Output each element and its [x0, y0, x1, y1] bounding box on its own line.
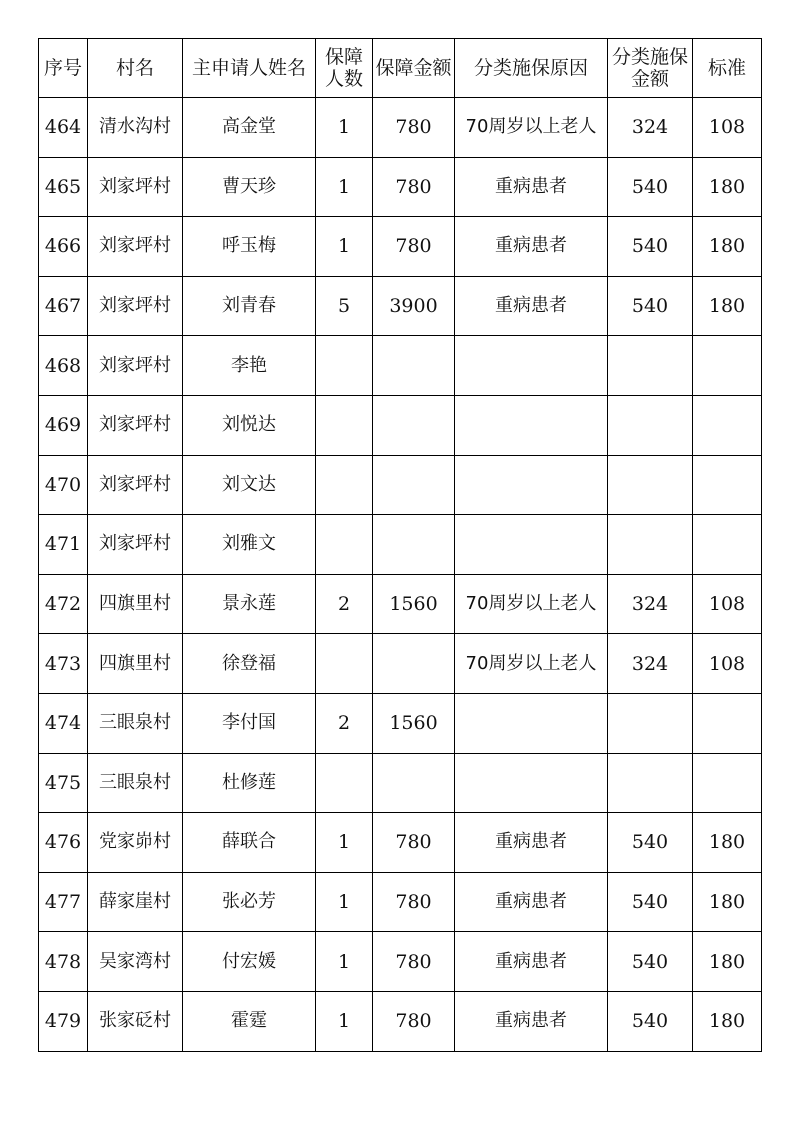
applicant-cell: 杜修莲: [183, 753, 316, 813]
persons-cell: [316, 395, 373, 455]
village-cell: 三眼泉村: [88, 693, 183, 753]
amount-cell: 780: [373, 98, 455, 158]
reason-cell: 重病患者: [455, 217, 608, 277]
village-cell: 刘家坪村: [88, 217, 183, 277]
standard-cell: 180: [693, 991, 762, 1051]
amount-cell: 780: [373, 813, 455, 873]
amount-cell: 1560: [373, 574, 455, 634]
applicant-cell: 徐登福: [183, 634, 316, 694]
applicant-cell: 刘文达: [183, 455, 316, 515]
village-cell: 刘家坪村: [88, 157, 183, 217]
class-amount-cell: 324: [608, 98, 693, 158]
applicant-cell: 张必芳: [183, 872, 316, 932]
applicant-cell: 高金堂: [183, 98, 316, 158]
amount-cell: [373, 395, 455, 455]
applicant-cell: 薛联合: [183, 813, 316, 873]
header-serial: 序号: [39, 39, 88, 98]
standard-cell: [693, 753, 762, 813]
persons-cell: 1: [316, 932, 373, 992]
reason-cell: [455, 395, 608, 455]
table-row: [39, 336, 762, 396]
village-cell: 薛家崖村: [88, 872, 183, 932]
applicant-cell: 刘雅文: [183, 515, 316, 575]
standard-cell: 180: [693, 157, 762, 217]
amount-cell: 780: [373, 991, 455, 1051]
standard-cell: 108: [693, 98, 762, 158]
standard-cell: 180: [693, 276, 762, 336]
reason-cell: 重病患者: [455, 157, 608, 217]
reason-cell: 70周岁以上老人: [455, 98, 608, 158]
serial-cell: 473: [39, 634, 88, 694]
header-reason: 分类施保原因: [455, 39, 608, 98]
class-amount-cell: 540: [608, 157, 693, 217]
standard-cell: 180: [693, 813, 762, 873]
serial-cell: 468: [39, 336, 88, 396]
table-row: [39, 157, 762, 217]
village-cell: 刘家坪村: [88, 276, 183, 336]
applicant-cell: 刘悦达: [183, 395, 316, 455]
table-row: [39, 813, 762, 873]
class-amount-cell: 540: [608, 276, 693, 336]
serial-cell: 467: [39, 276, 88, 336]
standard-cell: [693, 395, 762, 455]
persons-cell: 2: [316, 693, 373, 753]
persons-cell: [316, 515, 373, 575]
amount-cell: [373, 336, 455, 396]
village-cell: 三眼泉村: [88, 753, 183, 813]
class-amount-cell: 540: [608, 932, 693, 992]
class-amount-cell: 540: [608, 991, 693, 1051]
class-amount-cell: [608, 336, 693, 396]
amount-cell: [373, 515, 455, 575]
reason-cell: 重病患者: [455, 276, 608, 336]
table-row: [39, 991, 762, 1051]
serial-cell: 474: [39, 693, 88, 753]
class-amount-cell: 324: [608, 634, 693, 694]
amount-cell: [373, 455, 455, 515]
reason-cell: 重病患者: [455, 932, 608, 992]
standard-cell: [693, 515, 762, 575]
reason-cell: 重病患者: [455, 991, 608, 1051]
village-cell: 党家峁村: [88, 813, 183, 873]
serial-cell: 465: [39, 157, 88, 217]
village-cell: 四旗里村: [88, 574, 183, 634]
reason-cell: [455, 336, 608, 396]
reason-cell: [455, 693, 608, 753]
reason-cell: [455, 515, 608, 575]
persons-cell: 5: [316, 276, 373, 336]
applicant-cell: 呼玉梅: [183, 217, 316, 277]
reason-cell: 70周岁以上老人: [455, 634, 608, 694]
amount-cell: 780: [373, 872, 455, 932]
table-row: [39, 98, 762, 158]
persons-cell: [316, 634, 373, 694]
applicant-cell: 李付国: [183, 693, 316, 753]
applicant-cell: 景永莲: [183, 574, 316, 634]
amount-cell: [373, 753, 455, 813]
table-row: [39, 693, 762, 753]
reason-cell: [455, 753, 608, 813]
header-village: 村名: [88, 39, 183, 98]
serial-cell: 471: [39, 515, 88, 575]
reason-cell: [455, 455, 608, 515]
amount-cell: 3900: [373, 276, 455, 336]
serial-cell: 466: [39, 217, 88, 277]
persons-cell: 1: [316, 98, 373, 158]
table-row: [39, 634, 762, 694]
village-cell: 清水沟村: [88, 98, 183, 158]
class-amount-cell: 540: [608, 872, 693, 932]
class-amount-cell: [608, 395, 693, 455]
village-cell: 刘家坪村: [88, 455, 183, 515]
header-amount: 保障金额: [373, 39, 455, 98]
relief-table: [38, 38, 762, 1052]
applicant-cell: 刘青春: [183, 276, 316, 336]
standard-cell: 108: [693, 574, 762, 634]
reason-cell: 70周岁以上老人: [455, 574, 608, 634]
standard-cell: 180: [693, 872, 762, 932]
table-row: [39, 217, 762, 277]
applicant-cell: 霍霆: [183, 991, 316, 1051]
table-row: [39, 276, 762, 336]
class-amount-cell: 540: [608, 217, 693, 277]
amount-cell: [373, 634, 455, 694]
class-amount-cell: 324: [608, 574, 693, 634]
village-cell: 刘家坪村: [88, 515, 183, 575]
standard-cell: 108: [693, 634, 762, 694]
table-row: [39, 395, 762, 455]
serial-cell: 478: [39, 932, 88, 992]
header-persons: 保障人数: [316, 39, 373, 98]
persons-cell: 1: [316, 872, 373, 932]
persons-cell: 1: [316, 157, 373, 217]
persons-cell: 1: [316, 991, 373, 1051]
serial-cell: 475: [39, 753, 88, 813]
class-amount-cell: 540: [608, 813, 693, 873]
village-cell: 刘家坪村: [88, 336, 183, 396]
header-standard: 标准: [693, 39, 762, 98]
village-cell: 吴家湾村: [88, 932, 183, 992]
serial-cell: 464: [39, 98, 88, 158]
table-header-row: [39, 39, 762, 98]
table-row: [39, 932, 762, 992]
persons-cell: 2: [316, 574, 373, 634]
applicant-cell: 付宏媛: [183, 932, 316, 992]
standard-cell: [693, 693, 762, 753]
table-row: [39, 753, 762, 813]
reason-cell: 重病患者: [455, 872, 608, 932]
village-cell: 四旗里村: [88, 634, 183, 694]
persons-cell: 1: [316, 217, 373, 277]
class-amount-cell: [608, 693, 693, 753]
table-row: [39, 574, 762, 634]
class-amount-cell: [608, 515, 693, 575]
persons-cell: [316, 753, 373, 813]
amount-cell: 780: [373, 157, 455, 217]
class-amount-cell: [608, 753, 693, 813]
table-row: [39, 515, 762, 575]
amount-cell: 1560: [373, 693, 455, 753]
amount-cell: 780: [373, 217, 455, 277]
serial-cell: 472: [39, 574, 88, 634]
reason-cell: 重病患者: [455, 813, 608, 873]
serial-cell: 477: [39, 872, 88, 932]
village-cell: 刘家坪村: [88, 395, 183, 455]
serial-cell: 476: [39, 813, 88, 873]
standard-cell: [693, 455, 762, 515]
serial-cell: 469: [39, 395, 88, 455]
header-class-amount: 分类施保金额: [608, 39, 693, 98]
standard-cell: 180: [693, 932, 762, 992]
serial-cell: 470: [39, 455, 88, 515]
amount-cell: 780: [373, 932, 455, 992]
persons-cell: 1: [316, 813, 373, 873]
header-applicant: 主申请人姓名: [183, 39, 316, 98]
applicant-cell: 曹天珍: [183, 157, 316, 217]
serial-cell: 479: [39, 991, 88, 1051]
table-row: [39, 455, 762, 515]
table-row: [39, 872, 762, 932]
standard-cell: [693, 336, 762, 396]
standard-cell: 180: [693, 217, 762, 277]
applicant-cell: 李艳: [183, 336, 316, 396]
persons-cell: [316, 455, 373, 515]
persons-cell: [316, 336, 373, 396]
class-amount-cell: [608, 455, 693, 515]
village-cell: 张家砭村: [88, 991, 183, 1051]
